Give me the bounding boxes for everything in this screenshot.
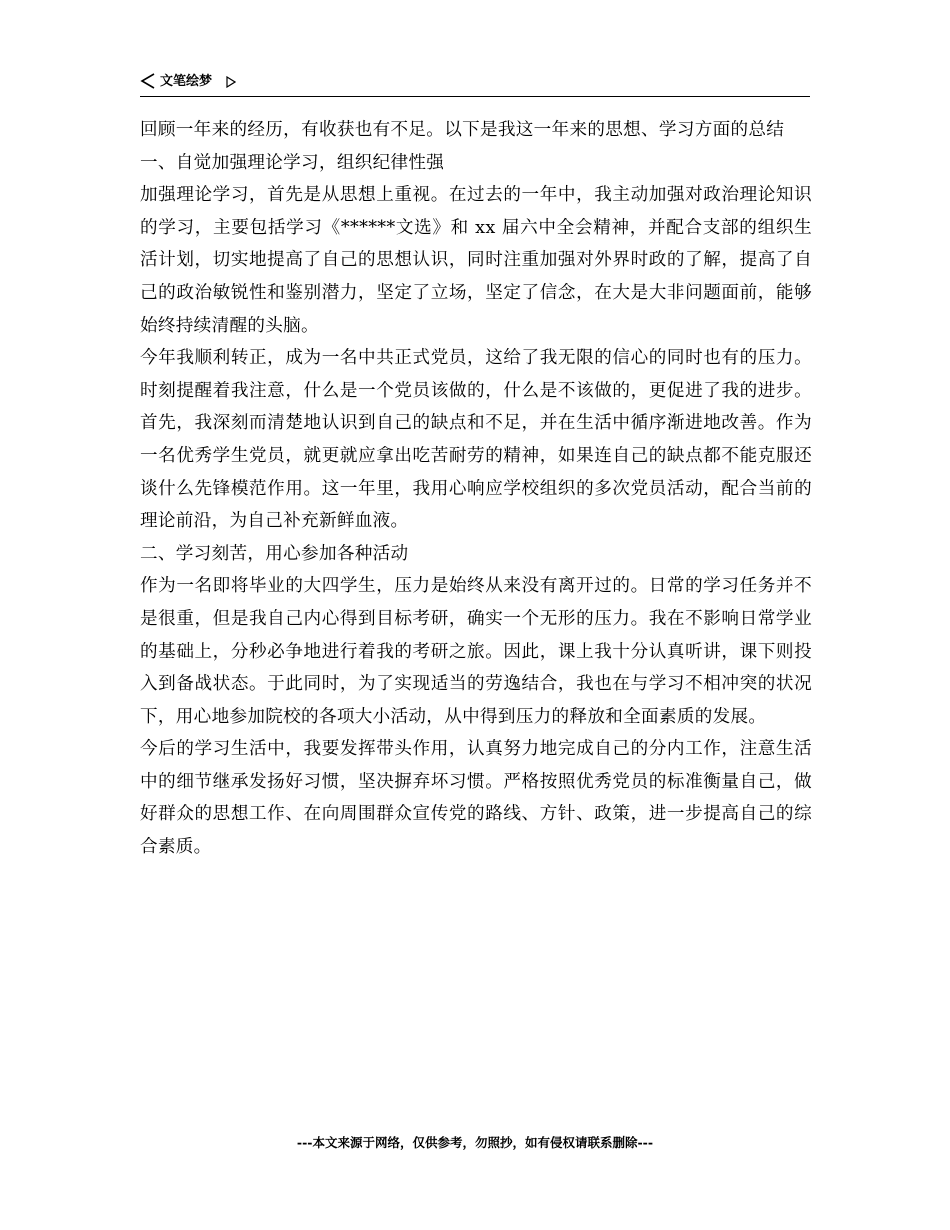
body-paragraph: 今年我顺利转正，成为一名中共正式党员，这给了我无限的信心的同时也有的压力。时刻提醒着我注意，什么是一个党员该做的，什么是不该做的，更促进了我的进步。首先，我深刻而清楚地认识到自己的缺点和不足，并在生活中循序渐进地改善。作为一名优秀学生党员，就更就应拿出吃苦耐劳的精神，如果连自己的缺点都不能克服还谈什么先锋模范作用。这一年里，我用心响应学校组织的多次党员活动，配合当前的理论前沿，为自己补充新鲜血液。 [140, 348, 812, 532]
triangle-left-icon [140, 73, 156, 89]
footer-disclaimer: ---本文来源于网络，仅供参考，勿照抄，如有侵权请联系删除--- [296, 1135, 654, 1150]
intro-paragraph: 回顾一年来的经历，有收获也有不足。以下是我这一年来的思想、学习方面的总结 [140, 120, 785, 140]
page-header [140, 70, 810, 97]
body-paragraph: 加强理论学习，首先是从思想上重视。在过去的一年中，我主动加强对政治理论知识的学习，主要包括学习《******文选》和 xx 届六中全会精神，并配合支部的组织生活计划，切实地提高了自己的思想认识，同时注重加强对外界时政的了解，提高了自己的政治敏锐性和鉴别潜力，坚定了立场，坚定了信念，在大是大非问题面前，能够始终持续清醒的头脑。 [140, 185, 812, 336]
body-paragraph: 今后的学习生活中，我要发挥带头作用，认真努力地完成自己的分内工作，注意生活中的细节继承发扬好习惯，坚决摒弃坏习惯。严格按照优秀党员的标准衡量自己，做好群众的思想工作、在向周围群众宣传党的路线、方针、政策，进一步提高自己的综合素质。 [140, 739, 812, 858]
triangle-right-icon [226, 73, 236, 85]
body-paragraph: 作为一名即将毕业的大四学生，压力是始终从来没有离开过的。日常的学习任务并不是很重，但是我自己内心得到目标考研，确实一个无形的压力。我在不影响日常学业的基础上，分秒必争地进行着我的考研之旅。因此，课上我十分认真听讲，课下则投入到备战状态。于此同时，为了实现适当的劳逸结合，我也在与学习不相冲突的状况下，用心地参加院校的各项大小活动，从中得到压力的释放和全面素质的发展。 [140, 576, 812, 727]
section-heading-2: 二、学习刻苦，用心参加各种活动 [140, 543, 409, 564]
document-body [140, 114, 812, 864]
brand-title: 文笔绘梦 [160, 74, 213, 89]
section-heading-1: 一、自觉加强理论学习，组织纪律性强 [140, 152, 445, 173]
